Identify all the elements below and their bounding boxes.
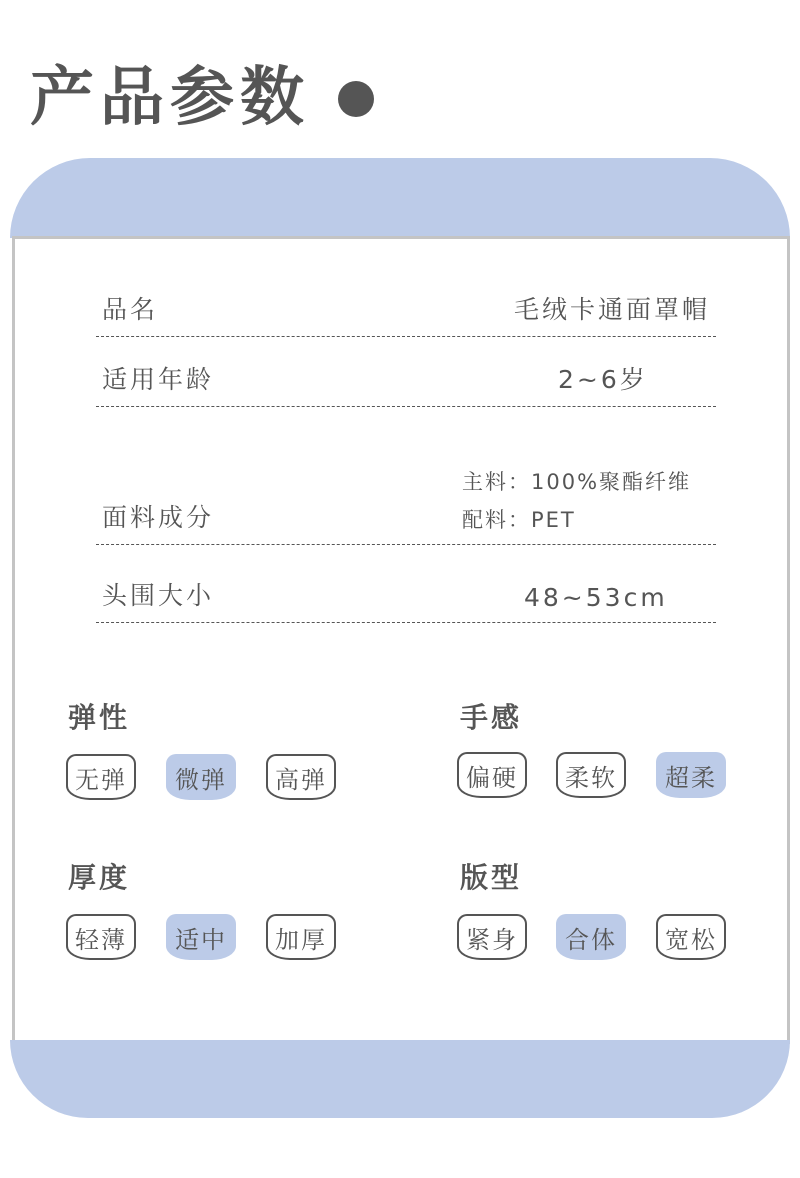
attr-title-feel: 手感 <box>460 701 523 734</box>
param-label: 面料成分 <box>102 503 215 532</box>
option-pill-selected: 适中 <box>166 914 236 960</box>
param-value: 毛绒卡通面罩帽 <box>513 295 710 324</box>
option-pill: 柔软 <box>556 752 626 798</box>
option-pill: 紧身 <box>457 914 527 960</box>
option-pill: 高弹 <box>266 754 336 800</box>
attr-title-fit: 版型 <box>460 861 523 894</box>
param-value-secondary: 配料：PET <box>462 508 576 532</box>
option-pill: 无弹 <box>66 754 136 800</box>
option-pill: 宽松 <box>656 914 726 960</box>
param-label: 头围大小 <box>102 581 215 610</box>
option-pill-selected: 合体 <box>556 914 626 960</box>
title-dot <box>338 81 374 117</box>
param-label: 品名 <box>102 295 159 324</box>
option-pill-selected: 微弹 <box>166 754 236 800</box>
param-row-name <box>96 286 716 337</box>
option-pill: 偏硬 <box>457 752 527 798</box>
card-top-band <box>10 158 790 238</box>
param-row-age <box>96 356 716 407</box>
param-label: 适用年龄 <box>102 365 215 394</box>
option-pill-selected: 超柔 <box>656 752 726 798</box>
param-row-material <box>96 450 716 545</box>
attr-title-elasticity: 弹性 <box>68 701 131 734</box>
option-pill: 加厚 <box>266 914 336 960</box>
attr-title-thickness: 厚度 <box>68 861 131 894</box>
param-row-head-size <box>96 572 716 623</box>
page-title: 产品参数 <box>30 61 310 135</box>
card-bottom-band <box>10 1040 790 1118</box>
param-value: 2~6岁 <box>558 365 648 394</box>
param-value: 48~53cm <box>524 583 668 612</box>
option-pill: 轻薄 <box>66 914 136 960</box>
param-value-main: 主料：100%聚酯纤维 <box>462 470 692 494</box>
